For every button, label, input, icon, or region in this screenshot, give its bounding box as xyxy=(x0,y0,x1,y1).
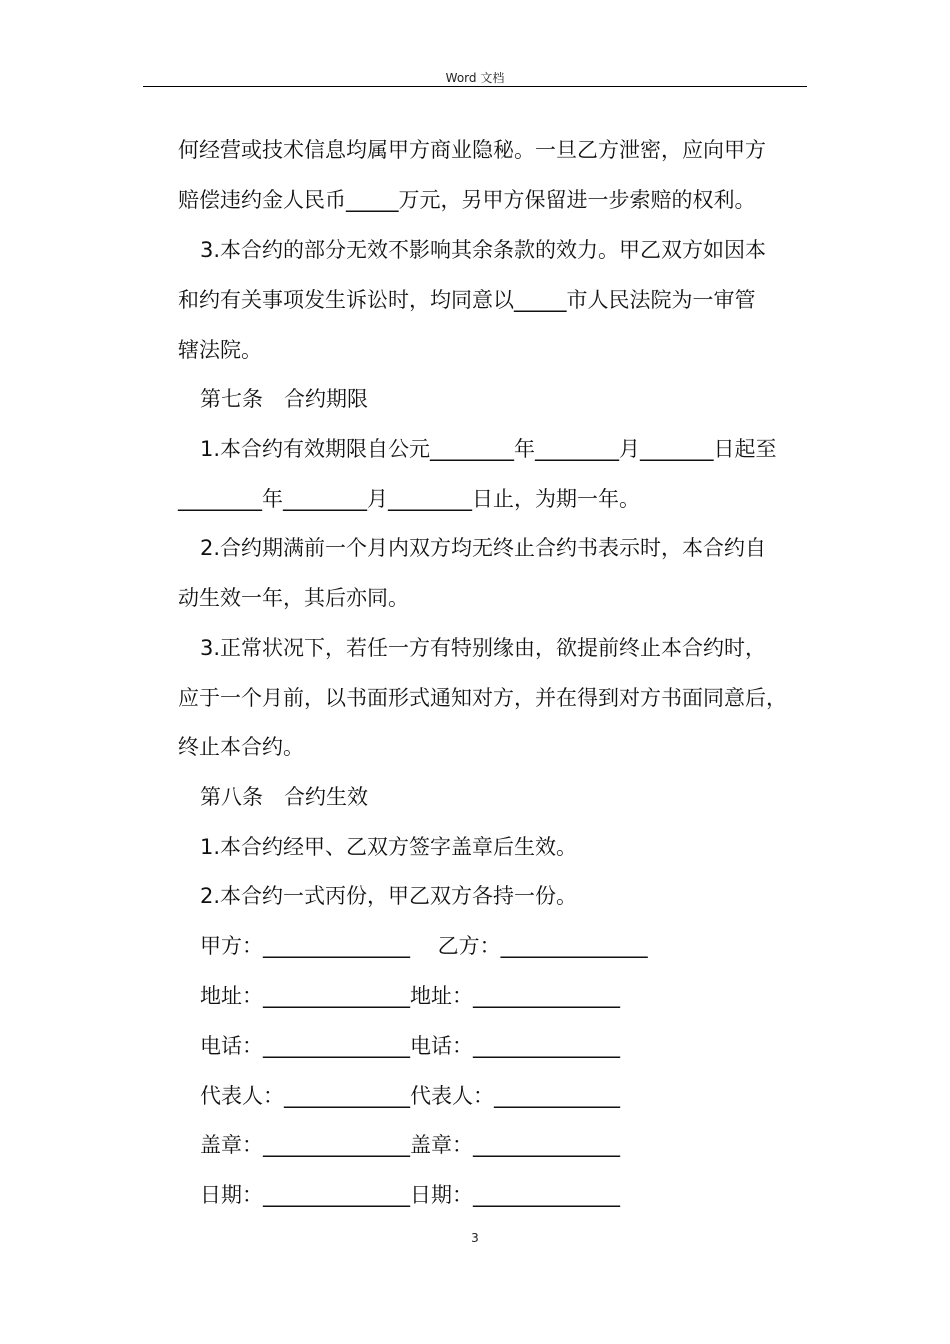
paragraph-line: 辖法院。 xyxy=(178,338,262,362)
section-heading: 第八条 合约生效 xyxy=(200,785,368,809)
paragraph-line: 3.正常状况下，若任一方有特别缘由，欲提前终止本合约时， xyxy=(200,636,767,660)
paragraph-line: 应于一个月前，以书面形式通知对方，并在得到对方书面同意后， xyxy=(178,686,787,710)
paragraph-line: 何经营或技术信息均属甲方商业隐秘。一旦乙方泄密，应向甲方 xyxy=(178,138,766,162)
signature-line: 盖章：______________盖章：______________ xyxy=(200,1133,620,1157)
paragraph-line: 1.本合约有效期限自公元________年________月_______日起至 xyxy=(200,437,777,461)
page-header: Word 文档 xyxy=(445,71,505,85)
paragraph-line: 2.本合约一式丙份，甲乙双方各持一份。 xyxy=(200,884,578,908)
paragraph-line: 和约有关事项发生诉讼时，均同意以_____市人民法院为一审管 xyxy=(178,288,756,312)
paragraph-line: 终止本合约。 xyxy=(178,735,304,759)
signature-line: 日期：______________日期：______________ xyxy=(200,1183,620,1207)
paragraph-line: 2.合约期满前一个月内双方均无终止合约书表示时，本合约自 xyxy=(200,536,767,560)
paragraph-line: 赔偿违约金人民币_____万元，另甲方保留进一步索赔的权利。 xyxy=(178,188,756,212)
signature-line: 地址：______________地址：______________ xyxy=(200,984,620,1008)
signature-line: 甲方：______________ 乙方：______________ xyxy=(200,934,648,958)
paragraph-line: ________年________月________日止，为期一年。 xyxy=(178,487,640,511)
signature-line: 代表人：____________代表人：____________ xyxy=(200,1084,620,1108)
page-number: 3 xyxy=(471,1231,479,1245)
paragraph-line: 动生效一年，其后亦同。 xyxy=(178,586,409,610)
signature-line: 电话：______________电话：______________ xyxy=(200,1034,620,1058)
paragraph-line: 3.本合约的部分无效不影响其余条款的效力。甲乙双方如因本 xyxy=(200,238,767,262)
paragraph-line: 1.本合约经甲、乙双方签字盖章后生效。 xyxy=(200,835,578,859)
header-rule xyxy=(143,86,807,87)
section-heading: 第七条 合约期限 xyxy=(200,387,368,411)
